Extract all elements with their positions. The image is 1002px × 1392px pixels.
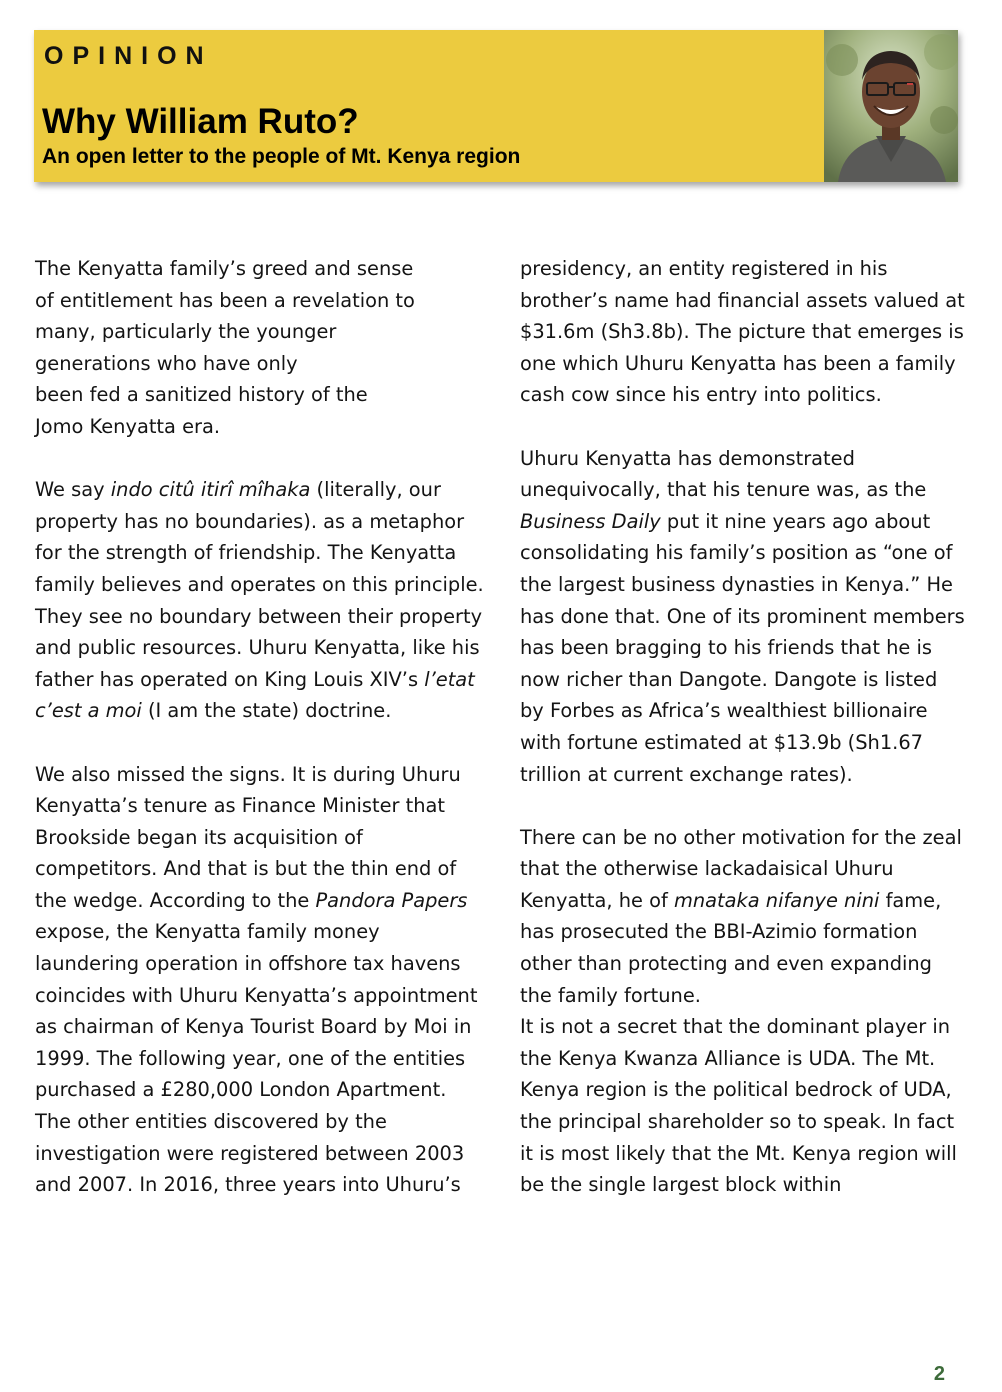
text-run: (literally, our property has no boundaries). as a metaphor for the strength of friendship. The Kenyatta family believes and operates on this principle. They see no boundary between their property and public resources. Uhuru Kenyatta, like his father has operated on King Louis XIV’s	[35, 478, 484, 691]
paragraph-5	[520, 443, 965, 791]
text-run: Uhuru Kenyatta has demonstrated unequivocally, that his tenure was, as the	[520, 446, 927, 502]
paragraph-line: many, particularly the younger	[35, 320, 337, 344]
italic-phrase: l’etat c’est a moi	[35, 667, 475, 723]
left-column	[35, 253, 485, 1201]
paragraph-line: Jomo Kenyatta era.	[35, 414, 221, 438]
paragraph-1	[35, 253, 485, 443]
italic-phrase: Business Daily	[520, 509, 661, 533]
paragraph-line: of entitlement has been a revelation to	[35, 288, 415, 312]
paragraph-7: It is not a secret that the dominant player in the Kenya Kwanza Alliance is UDA. The Mt. Kenya region is the political bedrock of UDA, the principal shareholder so to speak. In fact it is most likely that the Mt. Kenya region will be the single largest block within	[520, 1015, 957, 1197]
text-run: put it nine years ago about consolidating his family’s position as “one of the largest business dynasties in Kenya.” He has done that. One of its prominent members has been bragging to his friends that he is now richer than Dangote. Dangote is listed by Forbes as Africa’s wealthiest billionaire with fortune estimated at $13.9b (Sh1.67 trillion at current exchange rates).	[520, 509, 965, 786]
italic-phrase: Pandora Papers	[315, 888, 468, 912]
text-run: There can be no other motivation for the zeal that the otherwise lackadaisical Uhuru Kenyatta, he of	[520, 825, 962, 912]
paragraph-4: presidency, an entity registered in his brother’s name had financial assets valued at $31.6m (Sh3.8b). The picture that emerges is one which Uhuru Kenyatta has been a family cash cow since his entry into politics.	[520, 257, 965, 407]
page-number: 2	[933, 1363, 945, 1385]
italic-phrase: indo citû itirî mîhaka	[110, 478, 311, 502]
text-run: We say	[35, 478, 111, 502]
paragraph-2	[35, 474, 485, 727]
text-run: (I am the state) doctrine.	[141, 699, 392, 723]
section-kicker: OPINION	[44, 42, 213, 70]
text-run: We also missed the signs. It is during Uhuru Kenyatta’s tenure as Finance Minister that Brookside began its acquisition of competitors. And that is but the thin end of the wedge. According to the	[35, 762, 461, 912]
paragraph-6	[520, 822, 965, 1012]
text-run: expose, the Kenyatta family money laundering operation in offshore tax havens coincides with Uhuru Kenyatta’s appointment as chairman of Kenya Tourist Board by Moi in 1999. The following year, one of the entities purchased a £280,000 London Apartment. The other entities discovered by the investigation were registered between 2003 and 2007. In 2016, three years into Uhuru’s	[35, 920, 478, 1197]
paragraph-line: The Kenyatta family’s greed and sense	[35, 257, 414, 280]
opinion-banner	[34, 30, 958, 182]
italic-phrase: mnataka nifanye nini	[673, 888, 880, 912]
right-column	[520, 253, 965, 1201]
paragraph-3	[35, 759, 485, 1201]
author-photo	[824, 30, 958, 182]
article-subheadline: An open letter to the people of Mt. Kenya region	[42, 145, 521, 168]
article-headline: Why William Ruto?	[42, 102, 359, 141]
text-run: fame, has prosecuted the BBI-Azimio formation other than protecting and even expanding the family fortune.	[520, 888, 942, 1007]
paragraph-line: been fed a sanitized history of the	[35, 383, 368, 407]
paragraph-line: generations who have only	[35, 351, 298, 375]
